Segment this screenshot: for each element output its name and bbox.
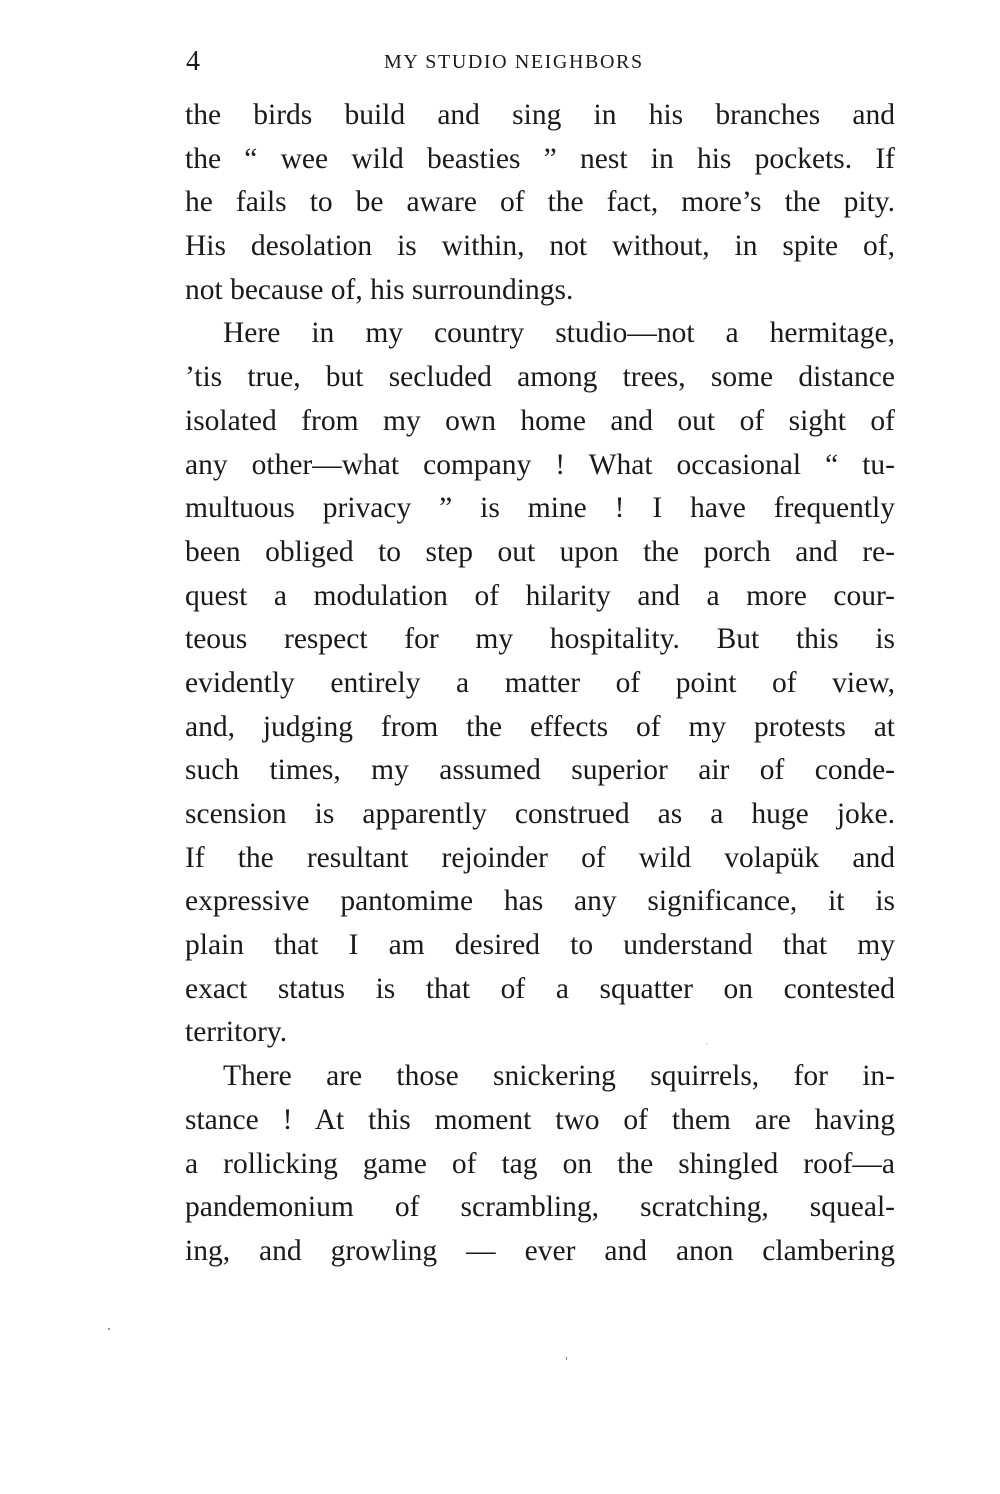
text-line: There are those snickering squirrels, for in- bbox=[223, 1060, 895, 1093]
text-line: quest a modulation of hilarity and a more cour- bbox=[185, 579, 895, 612]
text-line: exact status is that of a squatter on contested bbox=[185, 972, 895, 1005]
page-number: 4 bbox=[186, 46, 200, 77]
scan-speck bbox=[566, 1357, 567, 1360]
text-line: the “ wee wild beasties ” nest in his pockets. If bbox=[185, 142, 895, 175]
text-line: multuous privacy ” is mine ! I have frequently bbox=[185, 492, 895, 525]
text-line: scension is apparently construed as a huge joke. bbox=[185, 798, 895, 830]
text-line: he fails to be aware of the fact, more’s the pity. bbox=[185, 186, 895, 219]
running-head: MY STUDIO NEIGHBORS bbox=[384, 51, 644, 73]
text-line: evidently entirely a matter of point of view, bbox=[185, 666, 895, 699]
text-line: not because of, his surroundings. bbox=[185, 273, 574, 306]
text-line: If the resultant rejoinder of wild volapük and bbox=[185, 841, 895, 874]
text-line: His desolation is within, not without, in spite of, bbox=[185, 230, 895, 263]
text-line: any other—what company ! What occasional “ tu- bbox=[185, 448, 895, 481]
text-line: stance ! At this moment two of them are having bbox=[185, 1103, 895, 1136]
text-line: been obliged to step out upon the porch and re- bbox=[185, 535, 895, 568]
scan-speck bbox=[108, 1328, 110, 1330]
text-line: and, judging from the effects of my protests at bbox=[185, 710, 895, 743]
text-line: a rollicking game of tag on the shingled roof—a bbox=[185, 1147, 895, 1180]
text-line: Here in my country studio—not a hermitage, bbox=[223, 317, 895, 350]
text-line: expressive pantomime has any significance, it is bbox=[185, 885, 895, 918]
body-text bbox=[185, 94, 895, 1274]
page-header bbox=[0, 42, 1000, 82]
text-line: teous respect for my hospitality. But this is bbox=[185, 623, 895, 656]
paragraph bbox=[185, 312, 895, 1055]
text-line: plain that I am desired to understand that my bbox=[185, 929, 895, 962]
text-line: isolated from my own home and out of sight of bbox=[185, 404, 895, 437]
paragraph bbox=[185, 1055, 895, 1273]
text-line: the birds build and sing in his branches and bbox=[185, 99, 895, 131]
scan-speck bbox=[706, 1043, 707, 1044]
text-line: ’tis true, but secluded among trees, some distance bbox=[185, 361, 895, 394]
paragraph bbox=[185, 94, 895, 312]
text-line: ing, and growling — ever and anon clambering bbox=[185, 1234, 895, 1267]
text-line: such times, my assumed superior air of conde- bbox=[185, 754, 895, 787]
text-line: territory. bbox=[185, 1016, 288, 1049]
text-line: pandemonium of scrambling, scratching, squeal- bbox=[185, 1191, 895, 1224]
